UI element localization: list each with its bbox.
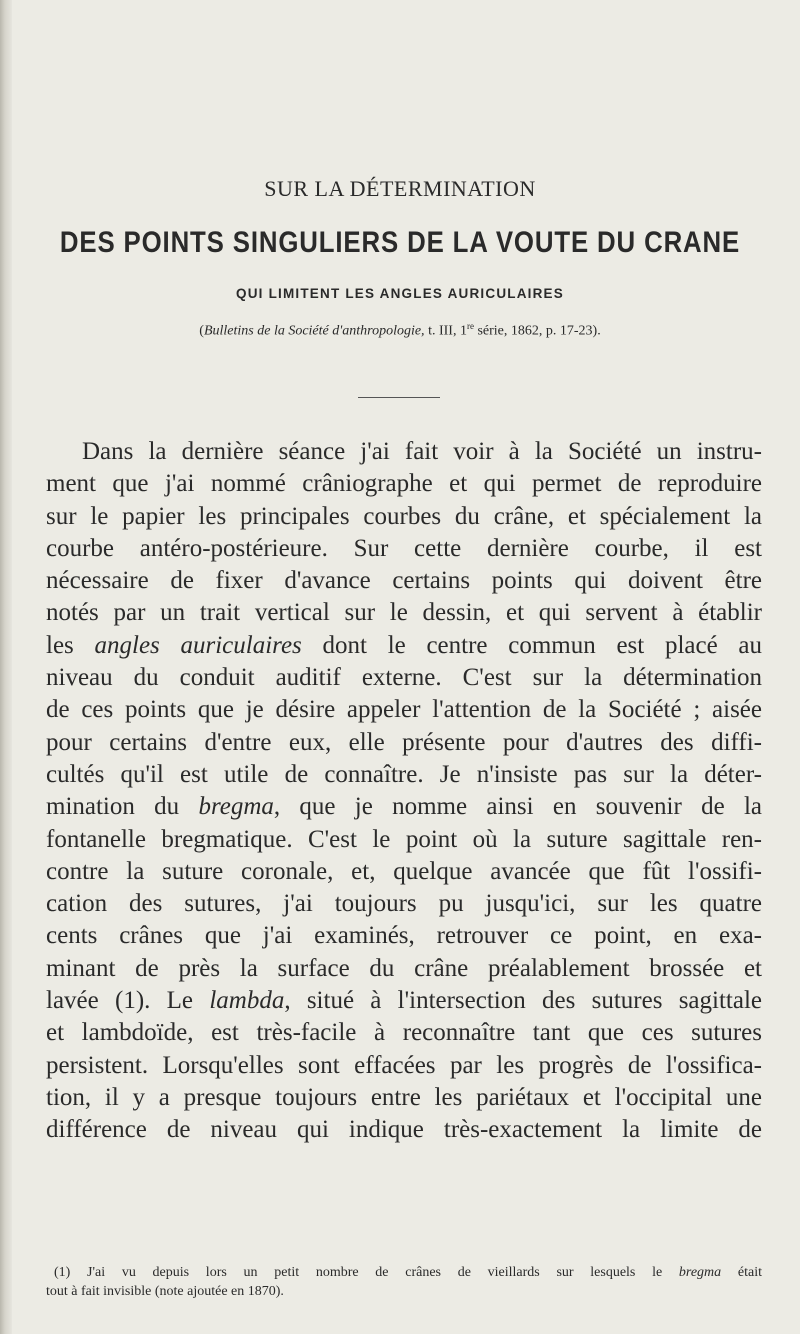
text-line: cultés qu'il est utile de connaître. Je n'insiste pas sur la déter-	[46, 760, 762, 788]
text-line: courbe antéro-postérieure. Sur cette dernière courbe, il est	[46, 534, 762, 562]
text-line: tion, il y a presque toujours entre les pariétaux et l'occipital une	[46, 1083, 762, 1111]
text-line	[46, 791, 762, 823]
citation	[0, 321, 800, 340]
footnote	[46, 1263, 762, 1301]
text-segment: , situé à l'intersection des sutures sagittale	[284, 987, 762, 1015]
running-title: SUR LA DÉTERMINATION	[264, 176, 536, 201]
text-line	[46, 985, 762, 1017]
footnote-text: (1) J'ai vu depuis lors un petit nombre de crânes de vieillards sur lesquels le	[54, 1265, 679, 1280]
footnote-line: tout à fait invisible (note ajoutée en 1870).	[46, 1284, 284, 1299]
text-line: minant de près la surface du crâne préalablement brossée et	[46, 954, 762, 982]
text-line: cents crânes que j'ai examinés, retrouver ce point, en exa-	[46, 922, 762, 950]
citation-details-b: série, 1862, p. 17-23).	[473, 323, 601, 339]
citation-details-a: t. III, 1	[424, 323, 467, 339]
text-line: de ces points que je désire appeler l'attention de la Société ; aisée	[46, 696, 762, 724]
text-line: fontanelle bregmatique. C'est le point où la suture sagittale ren-	[46, 825, 762, 853]
text-segment: les	[46, 631, 95, 659]
footnote-line	[46, 1263, 762, 1282]
text-line: niveau du conduit auditif externe. C'est sur la détermination	[46, 664, 762, 692]
term-angles-auriculaires: angles auriculaires	[94, 631, 302, 659]
footnote-text: était	[721, 1265, 762, 1280]
text-line: contre la suture coronale, et, quelque avancée que fût l'ossifi-	[46, 857, 762, 885]
text-line: persistent. Lorsqu'elles sont effacées par les progrès de l'ossifica-	[46, 1051, 762, 1079]
text-segment: , que je nomme ainsi en souvenir de la	[273, 793, 762, 821]
text-line: différence de niveau qui indique très-exactement la limite de	[46, 1116, 762, 1144]
text-line	[46, 630, 762, 662]
term-bregma: bregma	[198, 793, 274, 821]
subtitle: QUI LIMITENT LES ANGLES AURICULAIRES	[236, 286, 564, 301]
text-line: et lambdoïde, est très-facile à reconnaître tant que ces sutures	[46, 1019, 762, 1047]
citation-sup: re	[466, 321, 474, 331]
term-lambda: lambda	[209, 987, 285, 1015]
text-segment: lavée (1). Le	[46, 987, 210, 1015]
text-line: nécessaire de fixer d'avance certains points qui doivent être	[46, 567, 762, 595]
text-segment: dont le centre commun est placé au	[301, 631, 763, 659]
text-line: ment que j'ai nommé crâniographe et qui permet de reproduire	[46, 470, 762, 498]
text-line: sur le papier les principales courbes du crâne, et spécialement la	[46, 502, 762, 530]
citation-journal: Bulletins de la Société d'anthropologie,	[203, 323, 425, 339]
text-line: Dans la dernière séance j'ai fait voir à la Société un instru-	[82, 438, 762, 465]
text-line: cation des sutures, j'ai toujours pu jusqu'ici, sur les quatre	[46, 890, 762, 918]
main-title: DES POINTS SINGULIERS DE LA VOUTE DU CRANE	[59, 226, 741, 259]
footnote-term-bregma: bregma	[678, 1265, 722, 1280]
body-paragraph	[46, 436, 762, 1147]
text-line: pour certains d'entre eux, elle présente pour d'autres des diffi-	[46, 728, 762, 756]
text-line: notés par un trait vertical sur le dessin, et qui servent à établir	[46, 599, 762, 627]
citation-open: (	[199, 323, 204, 339]
text-segment: mination du	[46, 793, 199, 821]
section-divider	[358, 397, 440, 398]
